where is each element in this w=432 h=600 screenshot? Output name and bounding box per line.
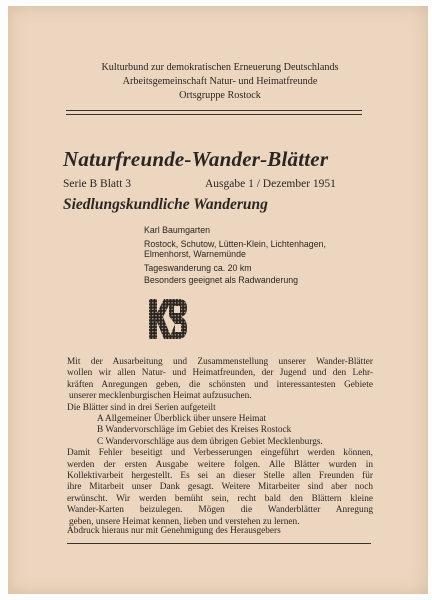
author: Karl Baumgarten bbox=[144, 225, 211, 235]
closing-line: Wander-Karten beizulegen. Mögen die Wanderblätter Anregung bbox=[67, 505, 373, 516]
intro-paragraph bbox=[67, 357, 373, 528]
closing-line: geben, unsere Heimat kennen, lieben und verstehen zu lernen. bbox=[69, 516, 300, 527]
bike-note: Besonders geeignet als Radwanderung bbox=[144, 275, 299, 285]
route-places-line1: Rostock, Schutow, Lütten-Klein, Lichtenhagen, bbox=[144, 239, 326, 249]
closing-line: werden der ersten Ausgabe weitere folgen. Alle Blätter wurden in bbox=[67, 459, 373, 470]
intro-line: kräften Anregungen geben, die schönsten und interessantesten Gebiete bbox=[67, 379, 373, 390]
intro-line: Mit der Ausarbeitung und Zusammenstellung unserer Wander-Blätter bbox=[67, 357, 373, 367]
series-intro: Die Blätter sind in drei Serien aufgeteilt bbox=[67, 402, 216, 413]
divider-bottom bbox=[67, 543, 371, 544]
header-working-group: Arbeitsgemeinschaft Natur- und Heimatfreunde bbox=[122, 76, 318, 87]
intro-line: unserer mecklenburgischen Heimat aufzusuchen. bbox=[69, 391, 252, 402]
closing-line: Damit Fehler beseitigt und Verbesserungen eingeführt werden können, bbox=[67, 448, 373, 459]
route-places-line2: Elmenhorst, Warnemünde bbox=[144, 249, 246, 259]
series-item-b: B Wandervorschläge im Gebiet des Kreises Rostock bbox=[97, 425, 292, 436]
document-page bbox=[8, 6, 428, 594]
divider-top-2 bbox=[66, 114, 362, 115]
header-organization: Kulturbund zur demokratischen Erneuerung Deutschlands bbox=[101, 62, 339, 73]
series-item-a: A Allgemeiner Überblick über unsere Heimat bbox=[97, 414, 267, 425]
closing-line: Kollektivarbeit hergestellt. Es sei an dieser Stelle allen Freunden für bbox=[67, 471, 373, 482]
reprint-notice: Abdruck hieraus nur mit Genehmigung des Herausgebers bbox=[67, 526, 281, 536]
closing-line: ihre Mitarbeit unser Dank gesagt. Weitere Mitarbeiter sind aber noch bbox=[67, 482, 373, 493]
distance: Tageswanderung ca. 20 km bbox=[144, 263, 252, 273]
series-item-c: C Wandervorschläge aus dem übrigen Gebiet Mecklenburgs. bbox=[97, 436, 323, 447]
closing-line: erwünscht. Wir werden bemüht sein, recht bald den Blättern kleine bbox=[67, 493, 373, 504]
subtitle: Siedlungskundliche Wanderung bbox=[63, 196, 268, 213]
intro-line: wollen wir allen Natur- und Heimatfreunden, der Jugend und den Lehr- bbox=[67, 368, 373, 379]
header-local-group: Ortsgruppe Rostock bbox=[179, 90, 261, 101]
series-sheet: Serie B Blatt 3 bbox=[63, 178, 132, 190]
kulturbund-logo bbox=[148, 298, 188, 340]
issue-date: Ausgabe 1 / Dezember 1951 bbox=[205, 178, 336, 190]
divider-top-1 bbox=[66, 110, 362, 111]
page-title: Naturfreunde-Wander-Blätter bbox=[63, 147, 329, 171]
